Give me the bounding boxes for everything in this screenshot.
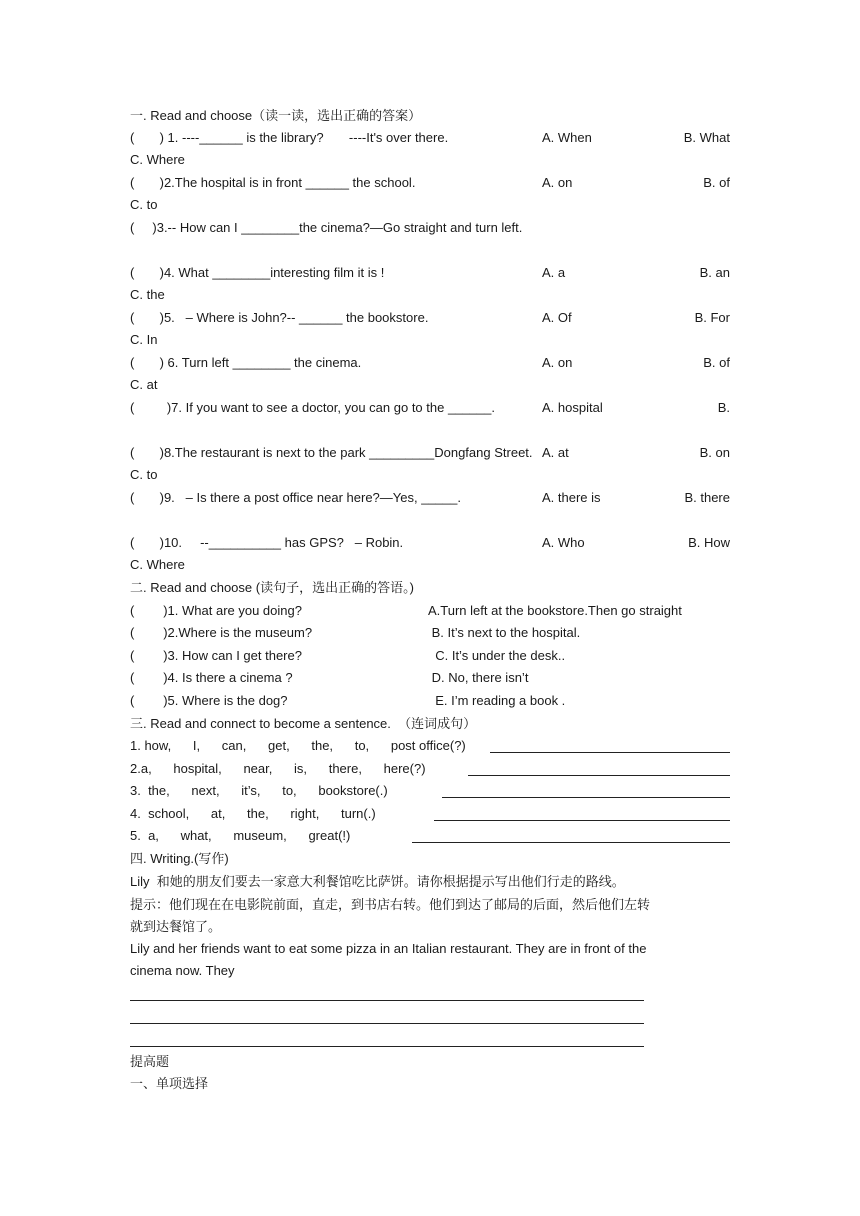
question-8 xyxy=(130,442,730,464)
match-answer: E. I’m reading a book . xyxy=(428,693,566,708)
writing-prompt: Lily and her friends want to eat some pizza in an Italian restaurant. They are in front of the xyxy=(130,941,647,956)
writing-hint-cont: 就到达餐馆了。 xyxy=(130,919,222,934)
option-b: B. What xyxy=(683,130,730,145)
option-b: B. of xyxy=(703,175,730,190)
answer-blank[interactable] xyxy=(490,738,730,753)
match-question: ( )4. Is there a cinema ? xyxy=(130,670,293,685)
question-3-options xyxy=(130,239,752,261)
match-answer: D. No, there isn’t xyxy=(428,670,529,685)
writing-answer-line[interactable] xyxy=(130,1046,644,1047)
section3-heading: 三. Read and connect to become a sentence. （连词成句） xyxy=(130,716,477,731)
word-list: 2.a, hospital, near, is, there, here(?) xyxy=(130,761,426,776)
option-c: C. to xyxy=(130,467,158,482)
question-3: ( )3.-- How can I ________the cinema?—Go straight and turn left. xyxy=(130,220,523,235)
connect-item-2 xyxy=(130,758,730,780)
section1-heading: 一. Read and choose（读一读，选出正确的答案） xyxy=(130,108,422,123)
option-c: C. to xyxy=(130,197,158,212)
match-question: ( )1. What are you doing? xyxy=(130,603,302,618)
match-item-5 xyxy=(130,690,730,712)
extra-heading: 提高题 xyxy=(130,1054,170,1069)
connect-item-3 xyxy=(130,780,730,802)
option-a: A. When xyxy=(542,130,592,145)
question-stem: ( )10. --__________ has GPS? – Robin. xyxy=(130,535,404,550)
option-c: C. Where xyxy=(130,557,185,572)
connect-item-5 xyxy=(130,825,730,847)
option-c: C. In xyxy=(130,332,158,347)
option-a: A. a xyxy=(542,265,566,280)
match-item-2 xyxy=(130,622,730,644)
section2-heading: 二. Read and choose (读句子，选出正确的答语。) xyxy=(130,580,414,595)
question-stem: ( ) 6. Turn left ________ the cinema. xyxy=(130,355,362,370)
writing-prompt-cont: cinema now. They xyxy=(130,963,235,978)
writing-answer-line[interactable] xyxy=(130,1023,644,1024)
option-a: A. hospital xyxy=(542,400,603,415)
option-b: B. on xyxy=(699,445,730,460)
question-stem: ( )9. – Is there a post office near here?—Yes, _____. xyxy=(130,490,461,505)
question-stem: ( )5. – Where is John?-- ______ the bookstore. xyxy=(130,310,429,325)
word-list: 5. a, what, museum, great(!) xyxy=(130,828,351,843)
question-9 xyxy=(130,487,730,509)
writing-hint: 提示：他们现在在电影院前面，直走，到书店右转。他们到达了邮局的后面，然后他们左转 xyxy=(130,897,651,912)
question-9-continuation xyxy=(130,509,730,531)
question-6 xyxy=(130,352,730,374)
match-item-3 xyxy=(130,645,730,667)
connect-item-4 xyxy=(130,803,730,825)
match-answer: C. It’s under the desk.. xyxy=(428,648,566,663)
question-5 xyxy=(130,307,730,329)
option-b: B. For xyxy=(694,310,730,325)
question-stem: ( )8.The restaurant is next to the park _________Dongfang Street. xyxy=(130,445,533,460)
option-c: C. Where xyxy=(130,152,185,167)
question-stem: ( )4. What ________interesting film it is ! xyxy=(130,265,385,280)
option-b: B. there xyxy=(684,490,730,505)
writing-answer-line[interactable] xyxy=(130,1000,644,1001)
option-b: B. xyxy=(717,400,730,415)
extra-subheading: 一、单项选择 xyxy=(130,1076,209,1091)
answer-blank[interactable] xyxy=(434,806,730,821)
answer-blank[interactable] xyxy=(468,761,730,776)
option-b: B. of xyxy=(703,355,730,370)
option-b: B. an xyxy=(699,265,730,280)
option-b: B. How xyxy=(688,535,730,550)
match-item-1 xyxy=(130,600,730,622)
option-a: A. at xyxy=(542,445,569,460)
word-list: 3. the, next, it’s, to, bookstore(.) xyxy=(130,783,388,798)
writing-instruction: Lily 和她的朋友们要去一家意大利餐馆吃比萨饼。请你根据提示写出他们行走的路线。 xyxy=(130,874,625,889)
match-answer: A.Turn left at the bookstore.Then go straight xyxy=(428,603,682,618)
answer-blank[interactable] xyxy=(412,828,730,843)
option-c: C. the xyxy=(130,287,165,302)
question-stem: ( ) 1. ----______ is the library? ----It's over there. xyxy=(130,130,449,145)
question-10 xyxy=(130,532,730,554)
section4-heading: 四. Writing.(写作) xyxy=(130,851,229,866)
option-a: A. on xyxy=(542,355,573,370)
match-item-4 xyxy=(130,667,730,689)
match-question: ( )3. How can I get there? xyxy=(130,648,302,663)
question-2 xyxy=(130,172,730,194)
option-a: A. Of xyxy=(542,310,572,325)
match-question: ( )5. Where is the dog? xyxy=(130,693,288,708)
question-7-continuation xyxy=(130,419,730,441)
question-1 xyxy=(130,127,730,149)
word-list: 1. how, I, can, get, the, to, post office(?) xyxy=(130,738,466,753)
question-stem: ( )2.The hospital is in front ______ the school. xyxy=(130,175,416,190)
option-c: C. at xyxy=(130,377,158,392)
option-a: A. there is xyxy=(542,490,601,505)
question-7 xyxy=(130,397,730,419)
question-stem: ( )7. If you want to see a doctor, you can go to the ______. xyxy=(130,400,495,415)
option-a: A. on xyxy=(542,175,573,190)
match-answer: B. It’s next to the hospital. xyxy=(428,625,581,640)
answer-blank[interactable] xyxy=(442,783,730,798)
connect-item-1 xyxy=(130,735,730,757)
option-a: A. Who xyxy=(542,535,585,550)
match-question: ( )2.Where is the museum? xyxy=(130,625,313,640)
question-4 xyxy=(130,262,730,284)
word-list: 4. school, at, the, right, turn(.) xyxy=(130,806,376,821)
